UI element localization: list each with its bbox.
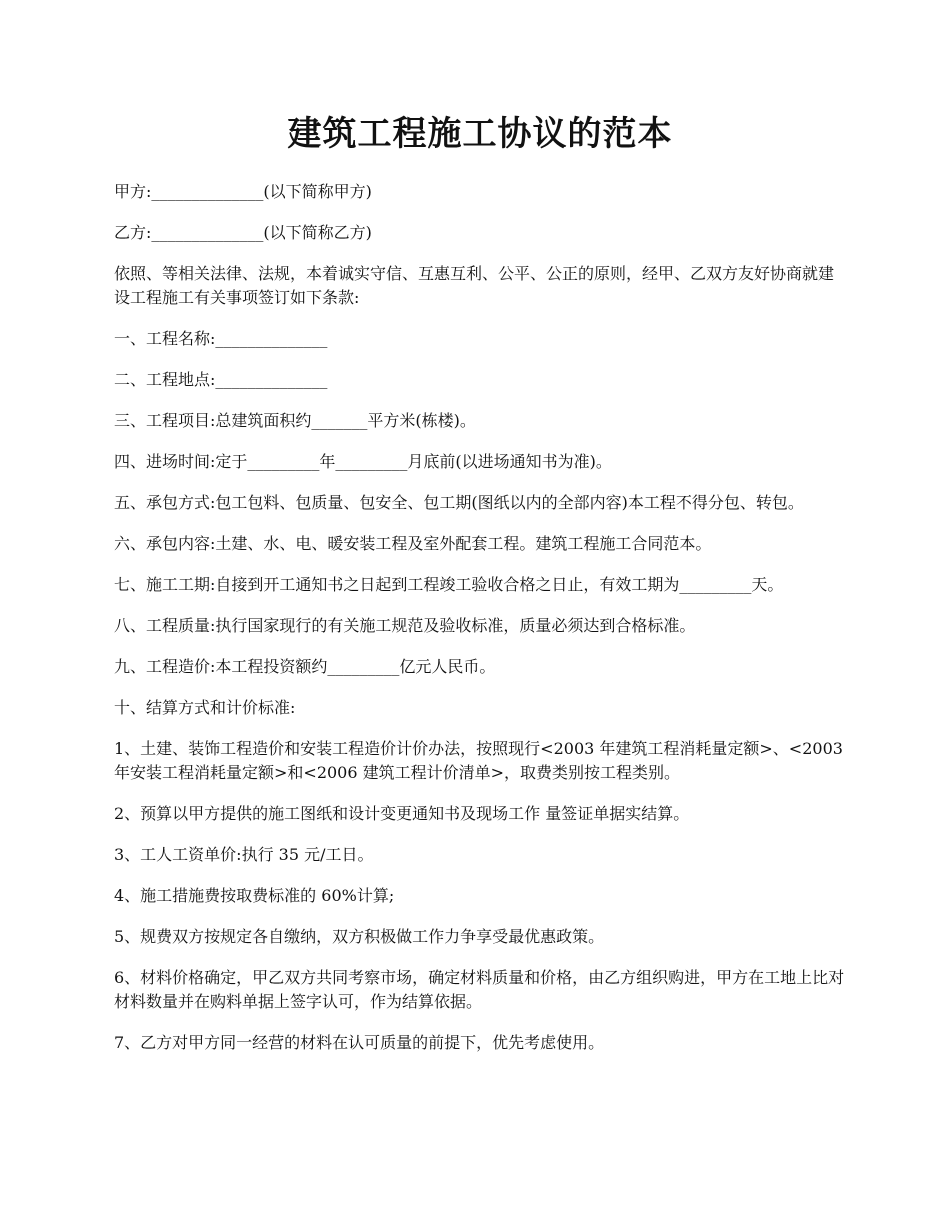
party-a-line: 甲方:______________(以下简称甲方) — [114, 182, 372, 201]
document-title: 建筑工程施工协议的范本 — [287, 114, 673, 154]
preamble-paragraph: 依照、等相关法律、法规，本着诚实守信、互惠互利、公平、公正的原则，经甲、乙双方友好协商就建设工程施工有关事项签订如下条款: — [114, 264, 835, 307]
clause-project-location: 二、工程地点:______________ — [114, 370, 328, 389]
party-b-line: 乙方:______________(以下简称乙方) — [114, 223, 372, 242]
clause-quality: 八、工程质量:执行国家现行的有关施工规范及验收标准，质量必须达到合格标准。 — [114, 616, 696, 635]
settlement-item-2: 2、预算以甲方提供的施工图纸和设计变更通知书及现场工作 量签证单据实结算。 — [114, 804, 690, 823]
settlement-item-5: 5、规费双方按规定各自缴纳，双方积极做工作力争享受最优惠政策。 — [114, 927, 605, 946]
clause-project-scope: 三、工程项目:总建筑面积约_______平方米(栋楼)。 — [114, 411, 476, 430]
clause-entry-time: 四、进场时间:定于_________年_________月底前(以进场通知书为准)。 — [114, 452, 612, 471]
clause-settlement-heading: 十、结算方式和计价标准: — [114, 698, 296, 717]
clause-construction-period: 七、施工工期:自接到开工通知书之日起到工程竣工验收合格之日止，有效工期为_________天。 — [114, 575, 784, 594]
settlement-item-3: 3、工人工资单价:执行 35 元/工日。 — [114, 845, 374, 864]
clause-contract-content: 六、承包内容:土建、水、电、暖安装工程及室外配套工程。建筑工程施工合同范本。 — [114, 534, 712, 553]
clause-contract-method: 五、承包方式:包工包料、包质量、包安全、包工期(图纸以内的全部内容)本工程不得分包、转包。 — [114, 493, 804, 512]
clause-cost: 九、工程造价:本工程投资额约_________亿元人民币。 — [114, 657, 496, 676]
settlement-item-4: 4、施工措施费按取费标准的 60%计算; — [114, 886, 395, 905]
settlement-item-7: 7、乙方对甲方同一经营的材料在认可质量的前提下，优先考虑使用。 — [114, 1033, 605, 1052]
clause-project-name: 一、工程名称:______________ — [114, 329, 328, 348]
settlement-item-1: 1、土建、装饰工程造价和安装工程造价计价办法，按照现行<2003 年建筑工程消耗量定额>、<2003 年安装工程消耗量定额>和<2006 建筑工程计价清单>，取费类别按工程类别。 — [114, 739, 849, 782]
settlement-item-6: 6、材料价格确定，甲乙双方共同考察市场，确定材料质量和价格，由乙方组织购进，甲方在工地上比对材料数量并在购料单据上签字认可，作为结算依据。 — [114, 968, 845, 1011]
